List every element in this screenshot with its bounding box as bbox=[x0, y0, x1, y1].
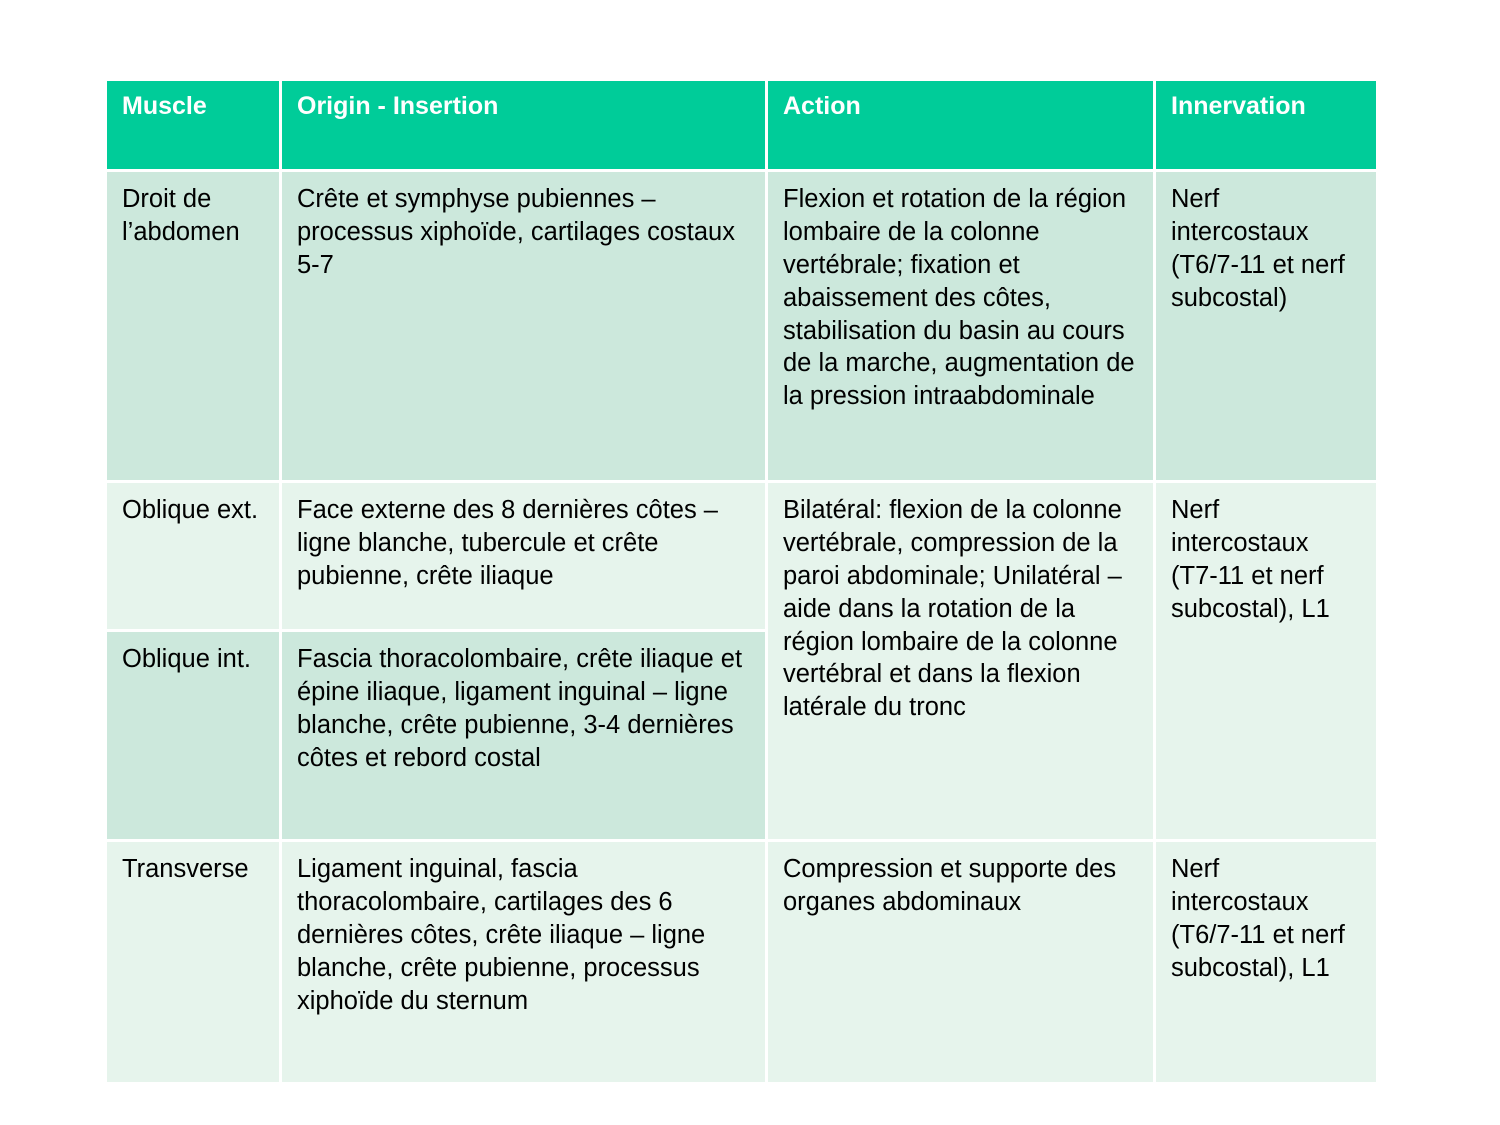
cell-origin-insertion-oblique-externe: Face externe des 8 dernières côtes – ligne blanche, tubercule et crête pubienne, crête iliaque bbox=[282, 483, 765, 629]
column-header-muscle: Muscle bbox=[107, 81, 279, 169]
header-row bbox=[107, 81, 1376, 169]
table-row bbox=[107, 172, 1376, 480]
cell-action-transverse: Compression et supporte des organes abdominaux bbox=[768, 842, 1153, 1082]
cell-action-rectus-abdominis: Flexion et rotation de la région lombaire de la colonne vertébrale; fixation et abaissement des côtes, stabilisation du basin au cours de la marche, augmentation de la pression intraabdominale bbox=[768, 172, 1153, 480]
cell-origin-insertion-transverse: Ligament inguinal, fascia thoracolombaire, cartilages des 6 dernières côtes, crête iliaque – ligne blanche, crête pubienne, processus xiphoïde du sternum bbox=[282, 842, 765, 1082]
abdominal-muscles-table bbox=[104, 78, 1379, 1085]
cell-muscle-oblique-externe: Oblique ext. bbox=[107, 483, 279, 629]
column-header-origin-insertion: Origin - Insertion bbox=[282, 81, 765, 169]
cell-muscle-transverse: Transverse bbox=[107, 842, 279, 1082]
cell-origin-insertion-rectus-abdominis: Crête et symphyse pubiennes – processus xiphoïde, cartilages costaux 5-7 bbox=[282, 172, 765, 480]
cell-origin-insertion-oblique-interne: Fascia thoracolombaire, crête iliaque et épine iliaque, ligament inguinal – ligne blanche, crête pubienne, 3-4 dernières côtes et rebord costal bbox=[282, 632, 765, 839]
table-row bbox=[107, 483, 1376, 629]
table-header bbox=[107, 81, 1376, 169]
table-row bbox=[107, 842, 1376, 1082]
cell-innervation-rectus-abdominis: Nerf intercostaux (T6/7-11 et nerf subcostal) bbox=[1156, 172, 1376, 480]
table-body bbox=[107, 172, 1376, 1082]
column-header-innervation: Innervation bbox=[1156, 81, 1376, 169]
cell-innervation-obliques-merged: Nerf intercostaux (T7-11 et nerf subcostal), L1 bbox=[1156, 483, 1376, 839]
cell-muscle-oblique-interne: Oblique int. bbox=[107, 632, 279, 839]
table-container bbox=[104, 78, 1370, 1085]
cell-innervation-transverse: Nerf intercostaux (T6/7-11 et nerf subcostal), L1 bbox=[1156, 842, 1376, 1082]
column-header-action: Action bbox=[768, 81, 1153, 169]
cell-action-obliques-merged: Bilatéral: flexion de la colonne vertébrale, compression de la paroi abdominale; Unilatéral – aide dans la rotation de la région lombaire de la colonne vertébral et dans la flexion latérale du tronc bbox=[768, 483, 1153, 839]
cell-muscle-rectus-abdominis: Droit de l’abdomen bbox=[107, 172, 279, 480]
